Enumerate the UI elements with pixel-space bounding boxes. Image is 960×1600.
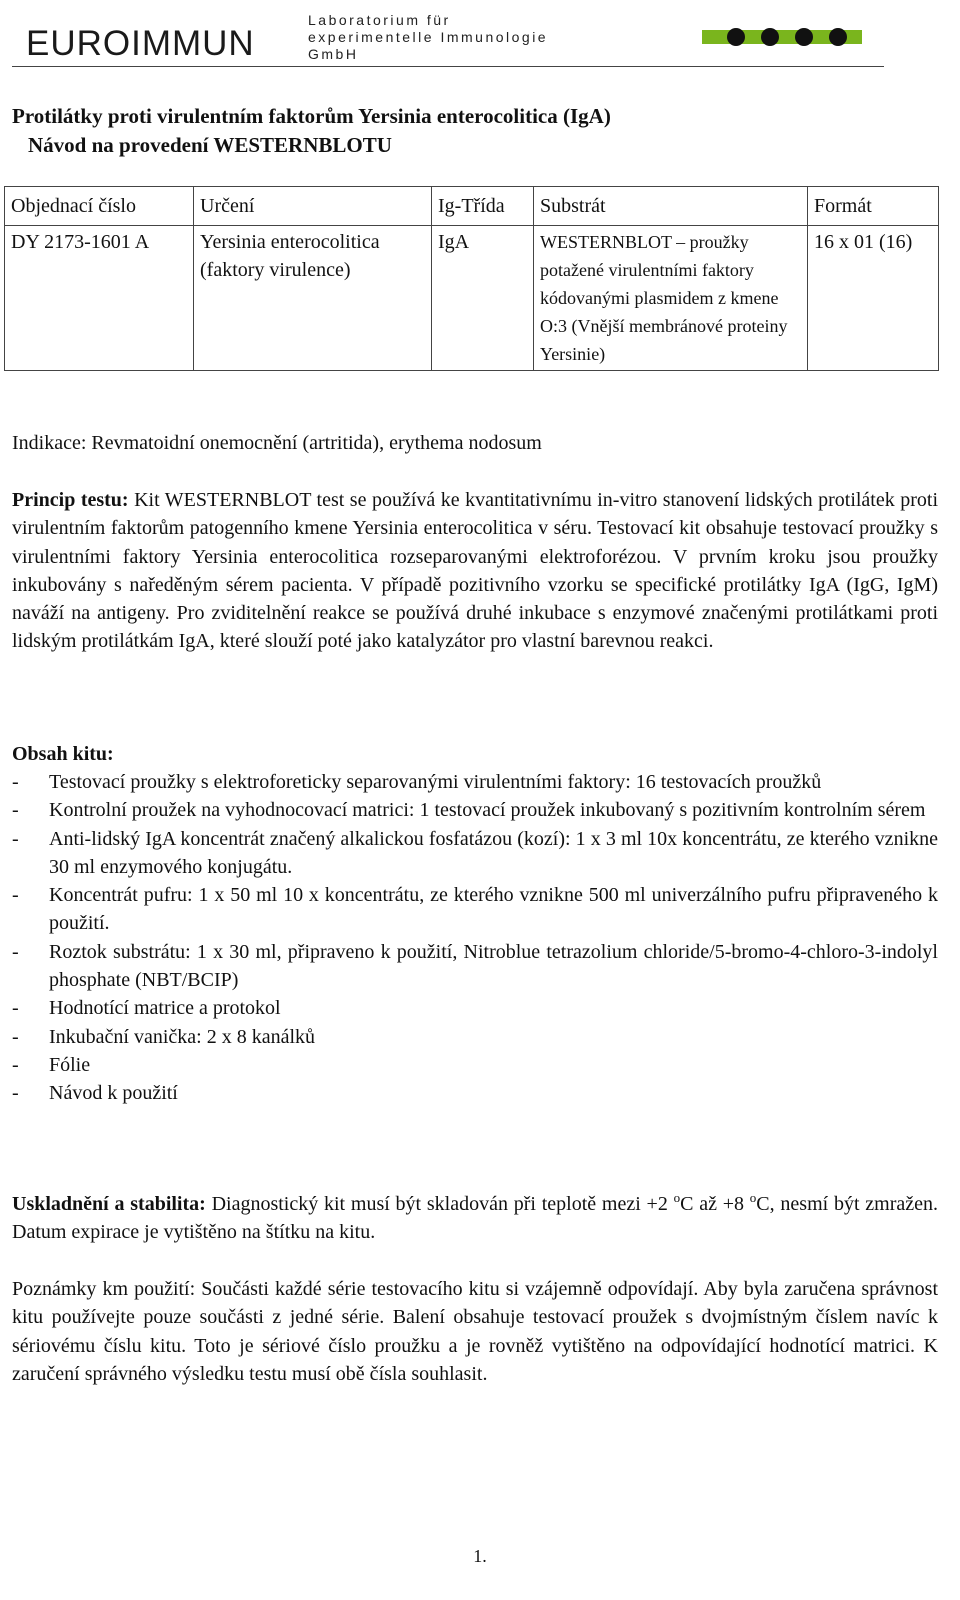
logo-dot: [829, 28, 847, 46]
list-dash: -: [12, 771, 19, 793]
list-item-text: Koncentrát pufru: 1 x 50 ml 10 x koncentrátu, ze kterého vznikne 500 ml univerzálního pufru připraveného k použití.: [49, 884, 938, 935]
list-item: [12, 825, 938, 882]
document-title: [12, 102, 611, 160]
storage-stability: [12, 1190, 938, 1247]
indication-text: Indikace: Revmatoidní onemocnění (artritida), erythema nodosum: [12, 432, 542, 454]
storage-text-c: C, nesmí být zmražen. Datum expirace je vytištěno na štítku na kitu.: [12, 1193, 938, 1244]
header-ig-class: Ig-Třída: [432, 187, 534, 226]
cell-ig-class: IgA: [432, 226, 534, 371]
storage-label: Uskladnění a stabilita:: [12, 1193, 206, 1215]
logo-dot: [727, 28, 745, 46]
list-item-text: Roztok substrátu: 1 x 30 ml, připraveno k použití, Nitroblue tetrazolium chloride/5-bromo-4-chloro-3-indolyl phosphate (NBT/BCIP): [49, 940, 938, 992]
list-item: [12, 796, 938, 824]
list-item: [12, 1023, 938, 1051]
list-dash: -: [12, 827, 19, 850]
list-dash: -: [12, 799, 19, 822]
degree-sup: o: [749, 1190, 757, 1205]
logo-dot: [761, 28, 779, 46]
table-header-row: [5, 187, 939, 226]
header-divider: [12, 66, 884, 67]
list-dash: -: [12, 884, 19, 907]
table-row: [5, 226, 939, 371]
lab-name-line1: Laboratorium für: [308, 12, 451, 28]
list-item-text: Inkubační vanička: 2 x 8 kanálků: [49, 1025, 316, 1048]
cell-substrate: WESTERNBLOT – proužky potažené virulentními faktory kódovanými plasmidem z kmene O:3 (Vnější membránové proteiny Yersinie): [534, 226, 808, 371]
letterhead: [12, 8, 884, 66]
list-item-text: Návod k použití: [49, 1082, 178, 1105]
cell-order-number: DY 2173-1601 A: [5, 226, 194, 371]
list-dash: -: [12, 997, 19, 1020]
title-line2: Návod na provedení WESTERNBLOTU: [28, 133, 392, 157]
list-item-text: Kontrolní proužek na vyhodnocovací matrici: 1 testovací proužek inkubovaný s pozitivním kontrolním sérem: [49, 799, 926, 822]
product-table: [4, 186, 939, 371]
logo-dot: [795, 28, 813, 46]
header-determination: Určení: [194, 187, 432, 226]
list-item: [12, 881, 938, 938]
kit-contents-title: Obsah kitu:: [12, 743, 114, 765]
list-dash: -: [12, 1053, 19, 1076]
usage-notes: Poznámky km použití: Součásti každé série testovacího kitu si vzájemně odpovídají. Aby byla zaručena správnost kitu používejte pouze součásti z jedné série. Balení obsahuje testovací proužek s dvojmístným číslem navíc k sériovému číslu kitu. Toto je sériové číslo proužku a je rovněž vytištěno na odpovídající hodnotící matrici. K zaručení správného výsledku testu musí obě čísla souhlasit.: [12, 1278, 938, 1385]
list-item: [12, 1079, 938, 1107]
list-item: [12, 1051, 938, 1079]
list-item: [12, 994, 938, 1022]
list-item-text: Fólie: [49, 1053, 91, 1076]
principle-text: Kit WESTERNBLOT test se používá ke kvantitativnímu in-vitro stanovení lidských protilátek proti virulentním faktorům patogenního kmene Yersinia enterocolitica v séru. Testovací kit obsahuje testovací proužky s virulentními faktory Yersinia enterocolitica rozseparovanými elektroforézou. V prvním kroku jsou proužky inkubovány s naředěným sérem pacienta. V případě pozitivního vzorku se specifické protilátky IgA (IgG, IgM) naváží na antigeny. Pro zviditelnění reakce se používá druhé inkubace s enzymové značenými protilátkami proti lidským protilátkám IgA, které slouží poté jako katalyzátor pro vlastní barevnou reakci.: [12, 489, 939, 653]
brand-logo-icon: [702, 28, 862, 46]
list-item-text: Testovací proužky s elektroforeticky separovanými virulentními faktory: 16 testovacích proužků: [49, 771, 822, 793]
title-line1: Protilátky proti virulentním faktorům Yersinia enterocolitica (IgA): [12, 104, 611, 128]
list-dash: -: [12, 940, 19, 963]
kit-contents-list: [12, 768, 938, 1108]
list-item-text: Anti-lidský IgA koncentrát značený alkalickou fosfatázou (kozí): 1 x 3 ml 10x koncentrátu, ze kterého vznikne 30 ml enzymového konjugátu.: [49, 827, 938, 878]
list-item: [12, 768, 938, 796]
cell-determination: Yersinia enterocolitica (faktory virulence): [194, 226, 432, 371]
storage-text-a: Diagnostický kit musí být skladován při teplotě mezi +2: [205, 1193, 674, 1215]
degree-sup: o: [673, 1190, 681, 1205]
header-format: Formát: [808, 187, 939, 226]
lab-name-line3: GmbH: [308, 46, 359, 62]
test-principle: [12, 486, 938, 656]
brand-name: EUROIMMUN: [26, 24, 255, 63]
page-number: 1.: [473, 1546, 487, 1566]
lab-name-line2: experimentelle Immunologie: [308, 29, 549, 45]
cell-format: 16 x 01 (16): [808, 226, 939, 371]
list-dash: -: [12, 1082, 19, 1105]
header-substrate: Substrát: [534, 187, 808, 226]
list-item: [12, 938, 938, 995]
list-dash: -: [12, 1025, 19, 1048]
list-item-text: Hodnotící matrice a protokol: [49, 997, 281, 1020]
header-order-number: Objednací číslo: [5, 187, 194, 226]
principle-label: Princip testu:: [12, 489, 129, 511]
storage-text-b: C až +8: [680, 1193, 750, 1215]
